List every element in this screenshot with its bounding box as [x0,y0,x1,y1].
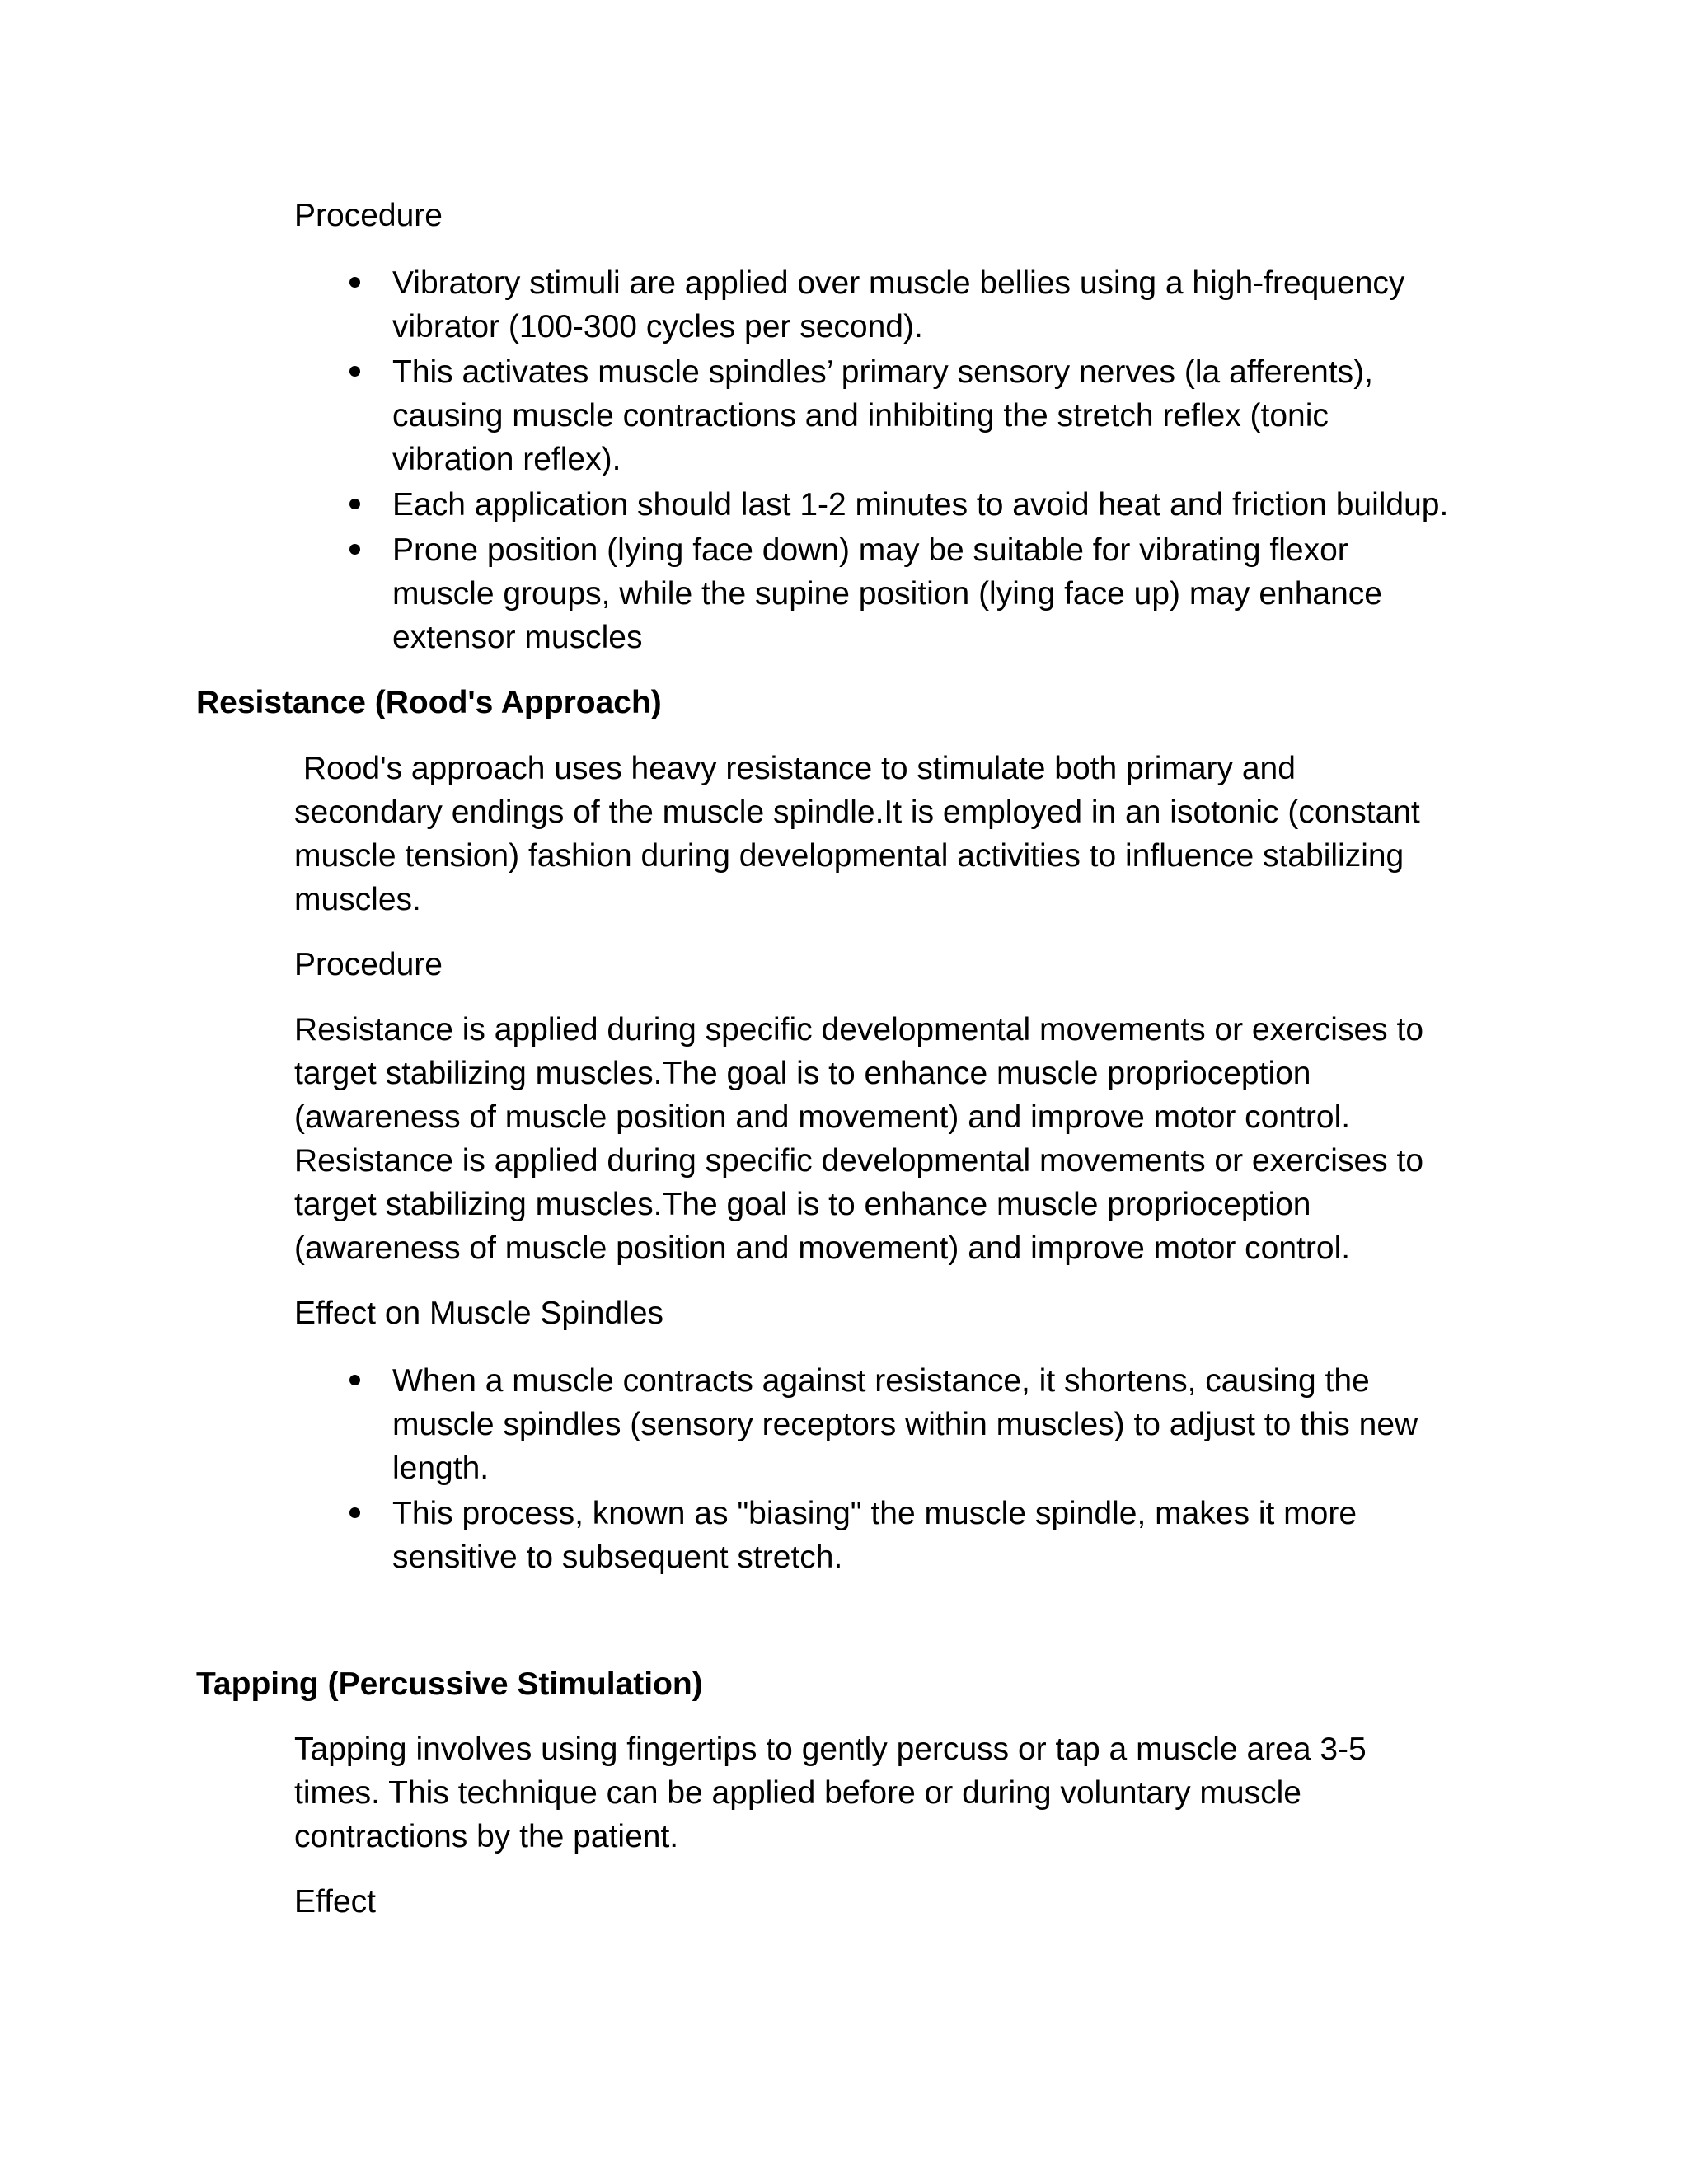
bullet-text-line: vibrator (100-300 cycles per second). [392,309,923,344]
bullet-text-line: This process, known as "biasing" the muscle spindle, makes it more [392,1496,1357,1531]
section-heading-tapping: Tapping (Percussive Stimulation) [196,1666,703,1702]
paragraph-line: contractions by the patient. [294,1819,679,1854]
bullet-text-line: muscle spindles (sensory receptors within muscles) to adjust to this new [392,1407,1418,1442]
effect-label: Effect [294,1884,377,1919]
section-heading-resistance: Resistance (Rood's Approach) [196,685,662,720]
paragraph-line: Tapping involves using fingertips to gently percuss or tap a muscle area 3-5 [294,1732,1367,1767]
bullet-dot-icon [349,277,360,288]
bullet-text-line: sensitive to subsequent stretch. [392,1540,843,1575]
bullet-text-line: This activates muscle spindles’ primary sensory nerves (la afferents), [392,354,1373,390]
paragraph-line: Resistance is applied during specific developmental movements or exercises to [294,1143,1424,1179]
paragraph-line: secondary endings of the muscle spindle.It is employed in an isotonic (constant [294,794,1420,830]
paragraph-line: target stabilizing muscles.The goal is to enhance muscle proprioception [294,1187,1311,1222]
paragraph-line: times. This technique can be applied before or during voluntary muscle [294,1775,1301,1811]
effect-on-muscle-spindles-label: Effect on Muscle Spindles [294,1296,664,1331]
bullet-dot-icon [349,499,360,509]
procedure-label: Procedure [294,198,443,233]
paragraph-line: Rood's approach uses heavy resistance to stimulate both primary and [294,751,1296,786]
procedure-label: Procedure [294,947,443,982]
bullet-text-line: vibration reflex). [392,442,621,477]
bullet-text-line: causing muscle contractions and inhibiting the stretch reflex (tonic [392,398,1329,434]
paragraph-line: Resistance is applied during specific developmental movements or exercises to [294,1012,1424,1047]
bullet-text-line: Vibratory stimuli are applied over muscle bellies using a high-frequency [392,265,1405,301]
bullet-text-line: Prone position (lying face down) may be suitable for vibrating flexor [392,532,1348,568]
bullet-text-line: Each application should last 1-2 minutes to avoid heat and friction buildup. [392,487,1449,523]
bullet-text-line: length. [392,1451,490,1486]
bullet-dot-icon [349,1507,360,1518]
paragraph-line: (awareness of muscle position and movement) and improve motor control. [294,1230,1351,1266]
paragraph-line: muscles. [294,882,421,917]
bullet-text-line: extensor muscles [392,620,643,655]
bullet-dot-icon [349,544,360,555]
bullet-dot-icon [349,366,360,377]
paragraph-line: target stabilizing muscles.The goal is to enhance muscle proprioception [294,1056,1311,1091]
bullet-text-line: When a muscle contracts against resistance, it shortens, causing the [392,1363,1370,1399]
bullet-text-line: muscle groups, while the supine position (lying face up) may enhance [392,576,1383,612]
paragraph-line: (awareness of muscle position and movement) and improve motor control. [294,1099,1351,1135]
paragraph-line: muscle tension) fashion during developmental activities to influence stabilizing [294,838,1404,874]
bullet-dot-icon [349,1375,360,1385]
